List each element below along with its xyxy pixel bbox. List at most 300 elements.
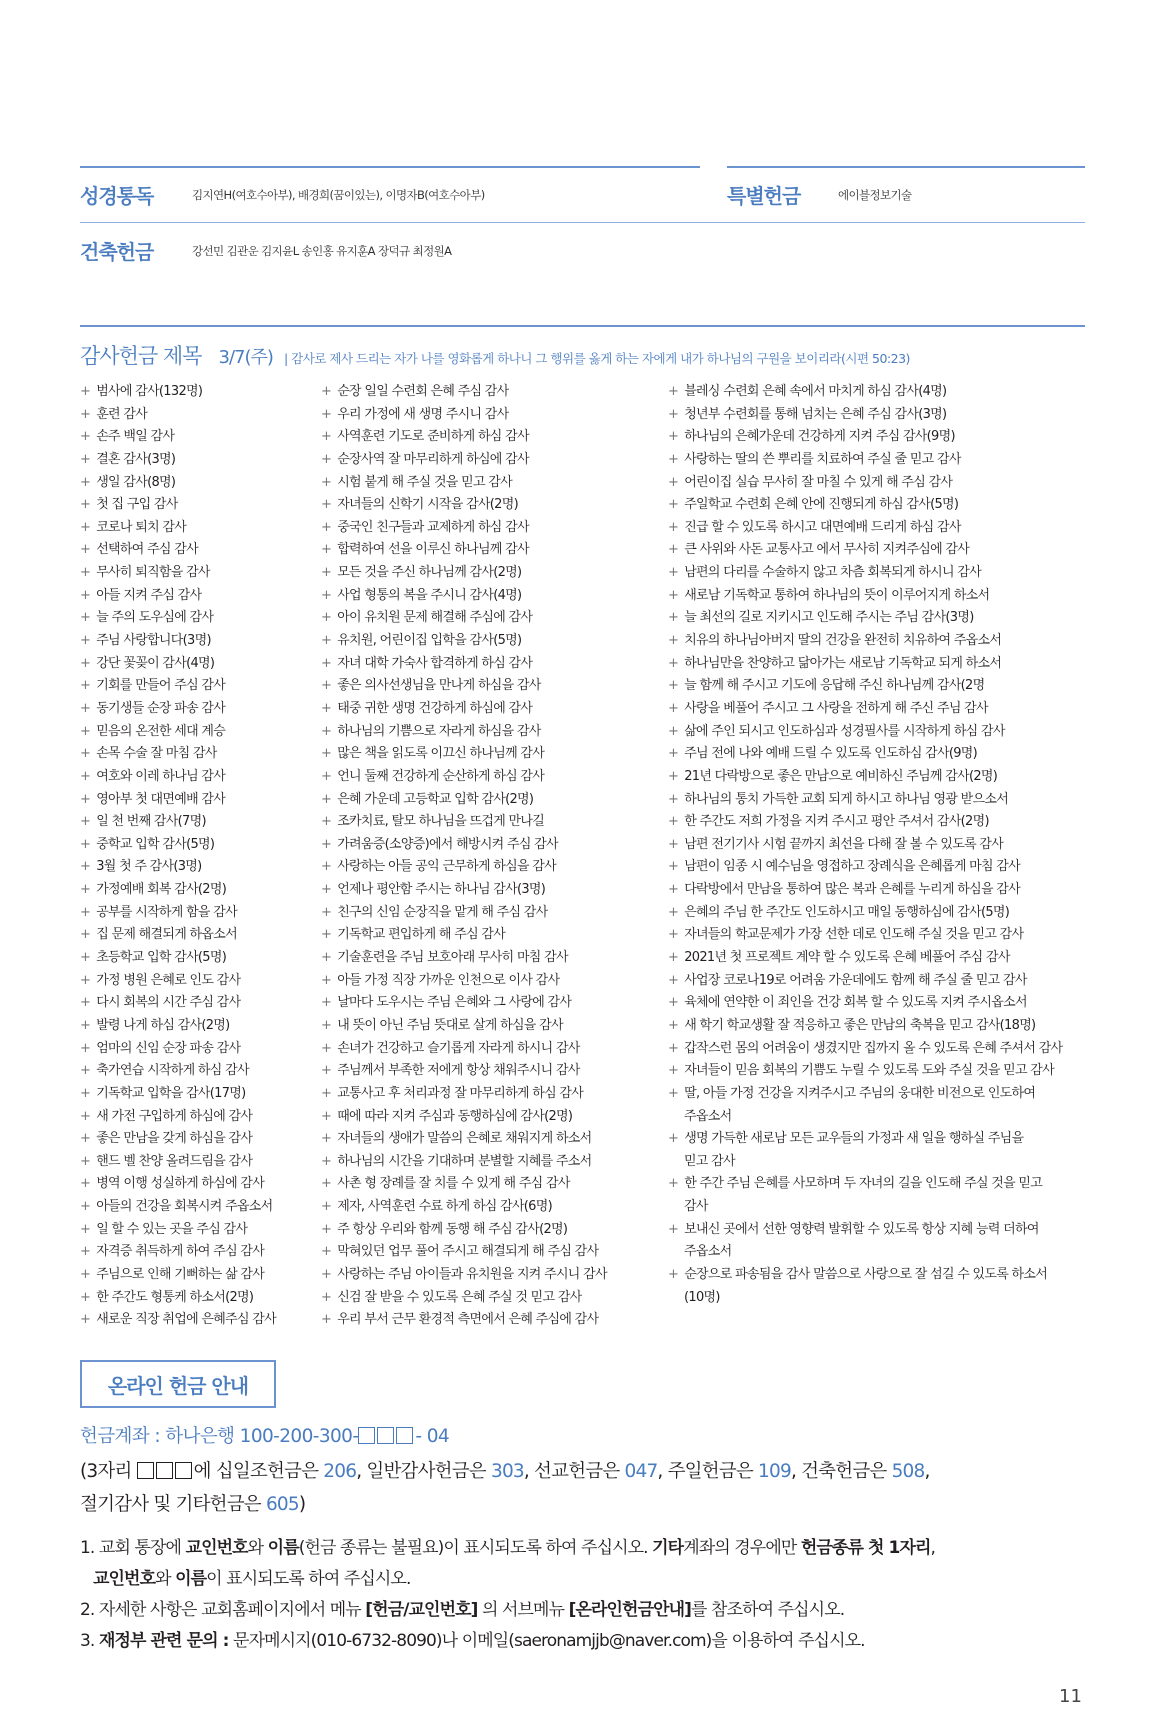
thanks-item-text: 육체에 연약한 이 죄인을 건강 회복 할 수 있도록 지켜 주시옵소서: [684, 995, 1027, 1011]
plus-icon: +: [668, 859, 679, 875]
plus-icon: +: [321, 791, 332, 807]
thanks-item: [668, 766, 1062, 789]
plus-icon: +: [321, 950, 332, 966]
plus-icon: +: [668, 882, 679, 898]
plus-icon: +: [668, 814, 679, 830]
thanks-item-text: 남편의 다리를 수술하지 않고 차츰 회복되게 하시니 감사: [684, 565, 981, 581]
thanks-item-text: 교통사고 후 처리과정 잘 마무리하게 하심 감사: [337, 1085, 584, 1101]
plus-icon: +: [321, 1289, 332, 1305]
plus-icon: +: [80, 1312, 91, 1328]
plus-icon: +: [80, 746, 91, 762]
thanks-item-text: 사역훈련 기도로 준비하게 하심 감사: [337, 429, 529, 445]
thanks-item: [80, 472, 276, 495]
thanks-item: [321, 879, 607, 902]
thanks-item: [668, 426, 1062, 449]
plus-icon: +: [321, 542, 332, 558]
thanks-item: [80, 1128, 276, 1151]
thanks-item: [668, 879, 1062, 902]
thanks-item-text: 믿고 감사: [684, 1153, 735, 1169]
bible-reading-names: 김지연H(여호수아부), 배경희(꿈이있는), 이명자B(여호수아부): [192, 188, 485, 202]
thanks-item-text: 초등학교 입학 감사(5명): [96, 950, 227, 966]
plus-icon: +: [80, 474, 91, 490]
thanks-item: [80, 789, 276, 812]
thanks-item: [668, 721, 1062, 744]
plus-icon: +: [321, 429, 332, 445]
codes-text: ,: [924, 1461, 930, 1482]
thanks-item: [668, 675, 1062, 698]
plus-icon: +: [80, 791, 91, 807]
thanks-item-text: 중국인 친구들과 교제하게 하심 감사: [337, 519, 529, 535]
thanks-item-text: 한 주간 주님 은혜를 사모하며 두 자녀의 길을 인도해 주실 것을 믿고: [684, 1176, 1043, 1192]
thanks-item-text: 사업장 코로나19로 어려움 가운데에도 함께 해 주실 줄 믿고 감사: [684, 972, 1027, 988]
thanks-column-2: [321, 381, 607, 1332]
plus-icon: +: [668, 610, 679, 626]
thanks-item: [668, 1083, 1062, 1106]
thanks-item-text: 동기생들 순장 파송 감사: [96, 700, 226, 716]
building-offering-names: 강선민 김관운 김지윤L 송인홍 유지훈A 장덕규 최정원A: [192, 244, 452, 258]
thanks-item: [321, 449, 607, 472]
thanks-item: [80, 585, 276, 608]
plus-icon: +: [321, 1131, 332, 1147]
thanks-item: [321, 947, 607, 970]
mission-code: 047: [624, 1461, 658, 1482]
thanks-item: [668, 924, 1062, 947]
plus-icon: +: [668, 746, 679, 762]
plus-icon: +: [321, 904, 332, 920]
plus-icon: +: [668, 950, 679, 966]
thanks-item: [321, 539, 607, 562]
thanks-item: [668, 381, 1062, 404]
thanks-item: [321, 1128, 607, 1151]
thanks-item-text: 남편이 임종 시 예수님을 영접하고 장례식을 은혜롭게 마침 감사: [684, 859, 1020, 875]
plus-icon: +: [80, 1176, 91, 1192]
thanks-item-text: 3월 첫 주 감사(3명): [96, 859, 202, 875]
thanks-item: [80, 947, 276, 970]
plus-icon: +: [80, 882, 91, 898]
thanks-item: [321, 1287, 607, 1310]
thanks-item-text: 막혀있던 업무 풀어 주시고 해결되게 해 주심 감사: [337, 1244, 599, 1260]
thanks-item-text: 아들의 건강을 회복시켜 주옵소서: [96, 1199, 273, 1215]
thanks-item-text: 하나님의 시간을 기대하며 분별할 지혜를 주소서: [337, 1153, 592, 1169]
thanks-item-text: 많은 책을 읽도록 이끄신 하나님께 감사: [337, 746, 545, 762]
thanks-item: [321, 924, 607, 947]
thanks-item: [80, 1219, 276, 1242]
plus-icon: +: [80, 995, 91, 1011]
thanks-item: [321, 381, 607, 404]
plus-icon: +: [668, 836, 679, 852]
thanks-item: [668, 811, 1062, 834]
plus-icon: +: [668, 1176, 679, 1192]
thanks-item-text: 언제나 평안함 주시는 하나님 감사(3명): [337, 882, 546, 898]
plus-icon: +: [668, 791, 679, 807]
thanks-item: [80, 834, 276, 857]
thanks-item: [80, 517, 276, 540]
note-3: 3. 재정부 관련 문의 : 문자메시지(010-6732-8090)나 이메일(saeronamjjb@naver.com)을 이용하여 주십시오.: [80, 1631, 865, 1651]
plus-icon: +: [80, 519, 91, 535]
special-offering-names: 에이블정보기술: [838, 188, 912, 202]
thanks-item-text: 생일 감사(8명): [96, 474, 176, 490]
account-code-boxes: [358, 1426, 415, 1447]
thanks-item-text: 강단 꽃꽂이 감사(4명): [96, 655, 215, 671]
plus-icon: +: [321, 1153, 332, 1169]
thanks-item-text: 남편 전기기사 시험 끝까지 최선을 다해 잘 볼 수 있도록 감사: [684, 836, 1004, 852]
thanks-title: 감사헌금 제목: [80, 344, 202, 368]
thanks-item: [668, 743, 1062, 766]
thanks-item-text: 신검 잘 받을 수 있도록 은혜 주실 것 믿고 감사: [337, 1289, 582, 1305]
plus-icon: +: [80, 406, 91, 422]
plus-icon: +: [80, 542, 91, 558]
thanks-item-text: 내 뜻이 아닌 주님 뜻대로 살게 하심을 감사: [337, 1017, 563, 1033]
thanks-item-text: 자녀들의 신학기 시작을 감사(2명): [337, 497, 518, 513]
thanks-item-text: 삶에 주인 되시고 인도하심과 성경필사를 시작하게 하심 감사: [684, 723, 1005, 739]
plus-icon: +: [668, 587, 679, 603]
plus-icon: +: [668, 1131, 679, 1147]
thanks-item-text: 자격증 취득하게 하여 주심 감사: [96, 1244, 265, 1260]
plus-icon: +: [80, 1199, 91, 1215]
thanks-item: [321, 856, 607, 879]
thanks-item: [668, 789, 1062, 812]
online-offering-title: 온라인 헌금 안내: [80, 1360, 276, 1408]
special-offering-title: 특별헌금: [727, 184, 801, 208]
thanks-item: [668, 856, 1062, 879]
thanks-item: [80, 902, 276, 925]
thanks-item-text: 늘 주의 도우심에 감사: [96, 610, 214, 626]
thanks-item: [321, 404, 607, 427]
bible-reading-title: 성경통독: [80, 184, 154, 208]
note-1: 1. 교회 통장에 교인번호와 이름(헌금 종류는 불필요)이 표시되도록 하여 주십시오. 기타계좌의 경우에만 헌금종류 첫 1자리,: [80, 1538, 936, 1558]
thanks-item: [668, 1219, 1062, 1242]
thanks-item-text: 한 주간도 저희 가정을 지켜 주시고 평안 주셔서 감사(2명): [684, 814, 989, 830]
plus-icon: +: [321, 1108, 332, 1124]
plus-icon: +: [321, 1312, 332, 1328]
thanks-item: [668, 1241, 1062, 1264]
plus-icon: +: [80, 633, 91, 649]
thanks-item: [321, 743, 607, 766]
thanks-item-text: 우리 부서 근무 환경적 측면에서 은혜 주심에 감사: [337, 1312, 599, 1328]
tithe-code: 206: [323, 1461, 357, 1482]
plus-icon: +: [80, 451, 91, 467]
plus-icon: +: [668, 1017, 679, 1033]
codes-text: 절기감사 및 기타헌금은: [80, 1494, 266, 1515]
codes-line-1: [80, 1457, 930, 1483]
plus-icon: +: [321, 1176, 332, 1192]
plus-icon: +: [668, 384, 679, 399]
thanks-item: [80, 1038, 276, 1061]
plus-icon: +: [80, 1063, 91, 1079]
thanks-item: [80, 539, 276, 562]
thanks-item: [321, 1219, 607, 1242]
thanks-item-text: 결혼 감사(3명): [96, 451, 176, 467]
thanks-item-text: 순장으로 파송됨을 감사 말씀으로 사랑으로 잘 섬길 수 있도록 하소서: [684, 1266, 1048, 1282]
thanks-item: [668, 1015, 1062, 1038]
thanks-item: [80, 856, 276, 879]
plus-icon: +: [668, 1266, 679, 1282]
thanks-item: [321, 1106, 607, 1129]
plus-icon: +: [668, 1085, 679, 1101]
thanks-item: [668, 1128, 1062, 1151]
thanks-item-text: 일 천 번째 감사(7명): [96, 814, 206, 830]
thanks-item: [321, 811, 607, 834]
plus-icon: +: [80, 950, 91, 966]
thanks-item: [321, 1015, 607, 1038]
account-suffix: - 04: [415, 1426, 450, 1447]
thanks-item: [321, 1309, 607, 1332]
thanks-date: 3/7(주): [218, 347, 273, 368]
codes-text: , 주일헌금은: [657, 1461, 759, 1482]
thanks-item: [321, 902, 607, 925]
thanks-item: [668, 1060, 1062, 1083]
thanks-item-text: 갑작스런 몸의 어려움이 생겼지만 집까지 올 수 있도록 은혜 주셔서 감사: [684, 1040, 1063, 1056]
thanks-item-text: 무사히 퇴직함을 감사: [96, 565, 210, 581]
plus-icon: +: [668, 678, 679, 694]
thanks-column-1: [80, 381, 276, 1332]
thanks-item: [668, 1196, 1062, 1219]
thanks-rule: [80, 325, 1085, 327]
plus-icon: +: [321, 678, 332, 694]
thanks-item: [80, 1060, 276, 1083]
thanks-item-text: 새로운 직장 취업에 은혜주심 감사: [96, 1312, 276, 1328]
thanks-item-text: 합력하여 선을 이루신 하나님께 감사: [337, 542, 529, 558]
thanks-item: [668, 970, 1062, 993]
thanks-item-text: 사랑하는 주님 아이들과 유치원을 지켜 주시니 감사: [337, 1266, 607, 1282]
codes-text: 에 십일조헌금은: [193, 1461, 324, 1482]
thanks-item: [80, 1287, 276, 1310]
thanks-item-text: 유치원, 어린이집 입학을 감사(5명): [337, 633, 522, 649]
thanks-item-text: 은혜의 주님 한 주간도 인도하시고 매일 동행하심에 감사(5명): [684, 904, 1010, 920]
plus-icon: +: [321, 1085, 332, 1101]
thanks-item-text: 발령 나게 하심 감사(2명): [96, 1017, 230, 1033]
thanks-item-text: 사랑을 베풀어 주시고 그 사랑을 전하게 해 주신 주님 감사: [684, 700, 988, 716]
plus-icon: +: [80, 1244, 91, 1260]
thanks-item: [80, 426, 276, 449]
plus-icon: +: [321, 519, 332, 535]
note-2: 2. 자세한 사항은 교회홈페이지에서 메뉴 [헌금/교인번호] 의 서브메뉴 [온라인헌금안내]를 참조하여 주십시오.: [80, 1600, 845, 1620]
thanks-item: [321, 562, 607, 585]
plus-icon: +: [668, 1040, 679, 1056]
page-number: 11: [1059, 1686, 1082, 1707]
thanks-item-text: 공부를 시작하게 함을 감사: [96, 904, 237, 920]
thanks-item-text: 언니 둘째 건강하게 순산하게 하심 감사: [337, 768, 545, 784]
plus-icon: +: [80, 1108, 91, 1124]
thanks-item-text: 기독학교 편입하게 해 주심 감사: [337, 927, 506, 943]
thanks-item-text: 진급 할 수 있도록 하시고 대면예배 드리게 하심 감사: [684, 519, 961, 535]
thanks-item-text: 주 항상 우리와 함께 동행 해 주심 감사(2명): [337, 1221, 568, 1237]
thanks-item: [668, 653, 1062, 676]
thanks-column-3: [668, 381, 1062, 1309]
thanks-item: [321, 494, 607, 517]
thanks-item: [80, 743, 276, 766]
plus-icon: +: [321, 1221, 332, 1237]
plus-icon: +: [668, 927, 679, 943]
thanks-item-text: (10명): [684, 1289, 720, 1305]
thanks-item-text: 태중 귀한 생명 건강하게 하심에 감사: [337, 700, 533, 716]
plus-icon: +: [321, 610, 332, 626]
thanks-item: [80, 698, 276, 721]
thanks-item: [321, 607, 607, 630]
top-rule-left: [80, 166, 700, 168]
thanks-item-text: 새 가전 구입하게 하심에 감사: [96, 1108, 253, 1124]
thanks-item: [80, 1083, 276, 1106]
thanks-item-text: 첫 집 구입 감사: [96, 497, 178, 513]
plus-icon: +: [668, 497, 679, 513]
thanks-item-text: 가정예배 회복 감사(2명): [96, 882, 227, 898]
plus-icon: +: [668, 451, 679, 467]
thanks-item: [80, 449, 276, 472]
thanks-item: [80, 630, 276, 653]
thanks-item: [668, 494, 1062, 517]
plus-icon: +: [321, 633, 332, 649]
thanks-item-text: 믿음의 온전한 세대 계승: [96, 723, 226, 739]
thanks-item-text: 다시 회복의 시간 주심 감사: [96, 995, 241, 1011]
codes-text: , 일반감사헌금은: [356, 1461, 491, 1482]
thanks-item: [321, 698, 607, 721]
thanks-item-text: 때에 따라 지켜 주심과 동행하심에 감사(2명): [337, 1108, 573, 1124]
thanks-item-text: 늘 최선의 길로 지키시고 인도해 주시는 주님 감사(3명): [684, 610, 974, 626]
thanks-item-text: 훈련 감사: [96, 406, 148, 422]
thanks-item-text: 날마다 도우시는 주님 은혜와 그 사랑에 감사: [337, 995, 572, 1011]
plus-icon: +: [80, 1221, 91, 1237]
thanks-item: [668, 630, 1062, 653]
plus-icon: +: [80, 497, 91, 513]
thanks-item-text: 치유의 하나님아버지 딸의 건강을 완전히 치유하여 주옵소서: [684, 633, 1002, 649]
plus-icon: +: [668, 655, 679, 671]
thanks-item: [668, 902, 1062, 925]
plus-icon: +: [668, 633, 679, 649]
thanks-item-text: 가려움증(소양증)에서 해방시켜 주심 감사: [337, 836, 558, 852]
thanks-item-text: 주님께서 부족한 저에게 항상 채워주시니 감사: [337, 1063, 580, 1079]
plus-icon: +: [321, 836, 332, 852]
thanks-item: [321, 834, 607, 857]
thanks-item: [80, 1264, 276, 1287]
thanks-item: [80, 653, 276, 676]
thanks-item: [80, 721, 276, 744]
plus-icon: +: [80, 723, 91, 739]
thanks-item: [321, 585, 607, 608]
thanks-item-text: 어린이집 실습 무사히 잘 마칠 수 있게 해 주심 감사: [684, 474, 953, 490]
thanks-item: [321, 970, 607, 993]
thanks-item-text: 가정 병원 은혜로 인도 감사: [96, 972, 241, 988]
thanks-item-text: 손목 수술 잘 마침 감사: [96, 746, 217, 762]
thanks-item: [321, 472, 607, 495]
plus-icon: +: [80, 836, 91, 852]
thanks-item-text: 좋은 의사선생님을 만나게 하심을 감사: [337, 678, 541, 694]
thanks-item: [321, 721, 607, 744]
plus-icon: +: [80, 610, 91, 626]
thanks-item-text: 병역 이행 성실하게 하심에 감사: [96, 1176, 265, 1192]
thanks-item: [321, 1173, 607, 1196]
thanks-item-text: 친구의 신임 순장직을 맡게 해 주심 감사: [337, 904, 548, 920]
plus-icon: +: [80, 565, 91, 581]
building-offering-title: 건축헌금: [80, 240, 154, 264]
thanks-item-text: 감사: [684, 1199, 708, 1215]
thanks-item-text: 아들 지켜 주심 감사: [96, 587, 202, 603]
account-prefix: 헌금계좌 : 하나은행 100-200-300-: [80, 1426, 359, 1447]
plus-icon: +: [668, 1063, 679, 1079]
plus-icon: +: [80, 429, 91, 445]
thanks-item: [321, 1241, 607, 1264]
thanks-item: [668, 992, 1062, 1015]
thanks-item-text: 주옵소서: [684, 1244, 732, 1260]
plus-icon: +: [80, 1131, 91, 1147]
general-code: 303: [490, 1461, 524, 1482]
thanks-item: [321, 630, 607, 653]
thanks-item-text: 기술훈련을 주님 보호아래 무사히 마침 감사: [337, 950, 568, 966]
thanks-item: [80, 675, 276, 698]
thanks-item-text: 자녀들이 믿음 회복의 기쁨도 누릴 수 있도록 도와 주실 것을 믿고 감사: [684, 1063, 1054, 1079]
thanks-item-text: 주님 사랑합니다(3명): [96, 633, 211, 649]
plus-icon: +: [321, 1199, 332, 1215]
plus-icon: +: [80, 1289, 91, 1305]
plus-icon: +: [80, 814, 91, 830]
plus-icon: +: [80, 1040, 91, 1056]
plus-icon: +: [321, 565, 332, 581]
plus-icon: +: [668, 972, 679, 988]
thanks-item-text: 사랑하는 아들 공익 근무하게 하심을 감사: [337, 859, 556, 875]
plus-icon: +: [80, 1085, 91, 1101]
thanks-item-text: 늘 함께 해 주시고 기도에 응답해 주신 하나님께 감사(2명: [684, 678, 985, 694]
plus-icon: +: [321, 768, 332, 784]
thanks-item-text: 시험 붙게 해 주실 것을 믿고 감사: [337, 474, 512, 490]
thanks-item-text: 엄마의 신임 순장 파송 감사: [96, 1040, 241, 1056]
thanks-item: [80, 562, 276, 585]
thanks-item-text: 사랑하는 딸의 쓴 뿌리를 치료하여 주실 줄 믿고 감사: [684, 451, 961, 467]
thanks-item-text: 하나님의 은혜가운데 건강하게 지켜 주심 감사(9명): [684, 429, 955, 445]
thanks-item-text: 사업 형통의 복을 주시니 감사(4명): [337, 587, 522, 603]
thanks-item: [80, 404, 276, 427]
plus-icon: +: [668, 474, 679, 490]
thanks-item: [668, 539, 1062, 562]
thanks-item-text: 아이 유치원 문제 해결해 주심에 감사: [337, 610, 533, 626]
plus-icon: +: [668, 565, 679, 581]
thanks-item: [80, 607, 276, 630]
thanks-item-text: 선택하여 주심 감사: [96, 542, 198, 558]
thanks-item: [668, 1173, 1062, 1196]
thanks-item-text: 손녀가 건강하고 슬기롭게 자라게 하시니 감사: [337, 1040, 580, 1056]
thanks-item: [80, 1196, 276, 1219]
thanks-item: [668, 1264, 1062, 1287]
plus-icon: +: [321, 384, 332, 399]
thanks-item: [80, 879, 276, 902]
thanks-verse: | 감사로 제사 드리는 자가 나를 영화롭게 하나니 그 행위를 옳게 하는 자에게 내가 하나님의 구원을 보이리라(시편 50:23): [284, 351, 910, 366]
thanks-item: [80, 811, 276, 834]
top-rule-right: [727, 166, 1085, 168]
plus-icon: +: [80, 927, 91, 943]
thanks-item-text: 은혜 가운데 고등학교 입학 감사(2명): [337, 791, 534, 807]
thanks-item: [80, 992, 276, 1015]
thanks-item: [321, 766, 607, 789]
thanks-item-text: 집 문제 해결되게 하옵소서: [96, 927, 237, 943]
thanks-item: [80, 1151, 276, 1174]
plus-icon: +: [321, 655, 332, 671]
plus-icon: +: [80, 972, 91, 988]
thanks-item: [321, 1196, 607, 1219]
plus-icon: +: [668, 995, 679, 1011]
thanks-item-text: 범사에 감사(132명): [96, 384, 203, 399]
thanks-item-text: 기회를 만들어 주심 감사: [96, 678, 226, 694]
thanks-item: [80, 924, 276, 947]
plus-icon: +: [80, 655, 91, 671]
plus-icon: +: [80, 384, 91, 399]
plus-icon: +: [668, 904, 679, 920]
thanks-item: [80, 1106, 276, 1129]
thanks-item-text: 코로나 퇴치 감사: [96, 519, 187, 535]
plus-icon: +: [668, 700, 679, 716]
thanks-item: [668, 1151, 1062, 1174]
codes-text: ): [298, 1494, 306, 1515]
thanks-item: [668, 1106, 1062, 1129]
plus-icon: +: [321, 451, 332, 467]
thanks-item-text: 하나님만을 찬양하고 닮아가는 새로남 기독학교 되게 하소서: [684, 655, 1002, 671]
